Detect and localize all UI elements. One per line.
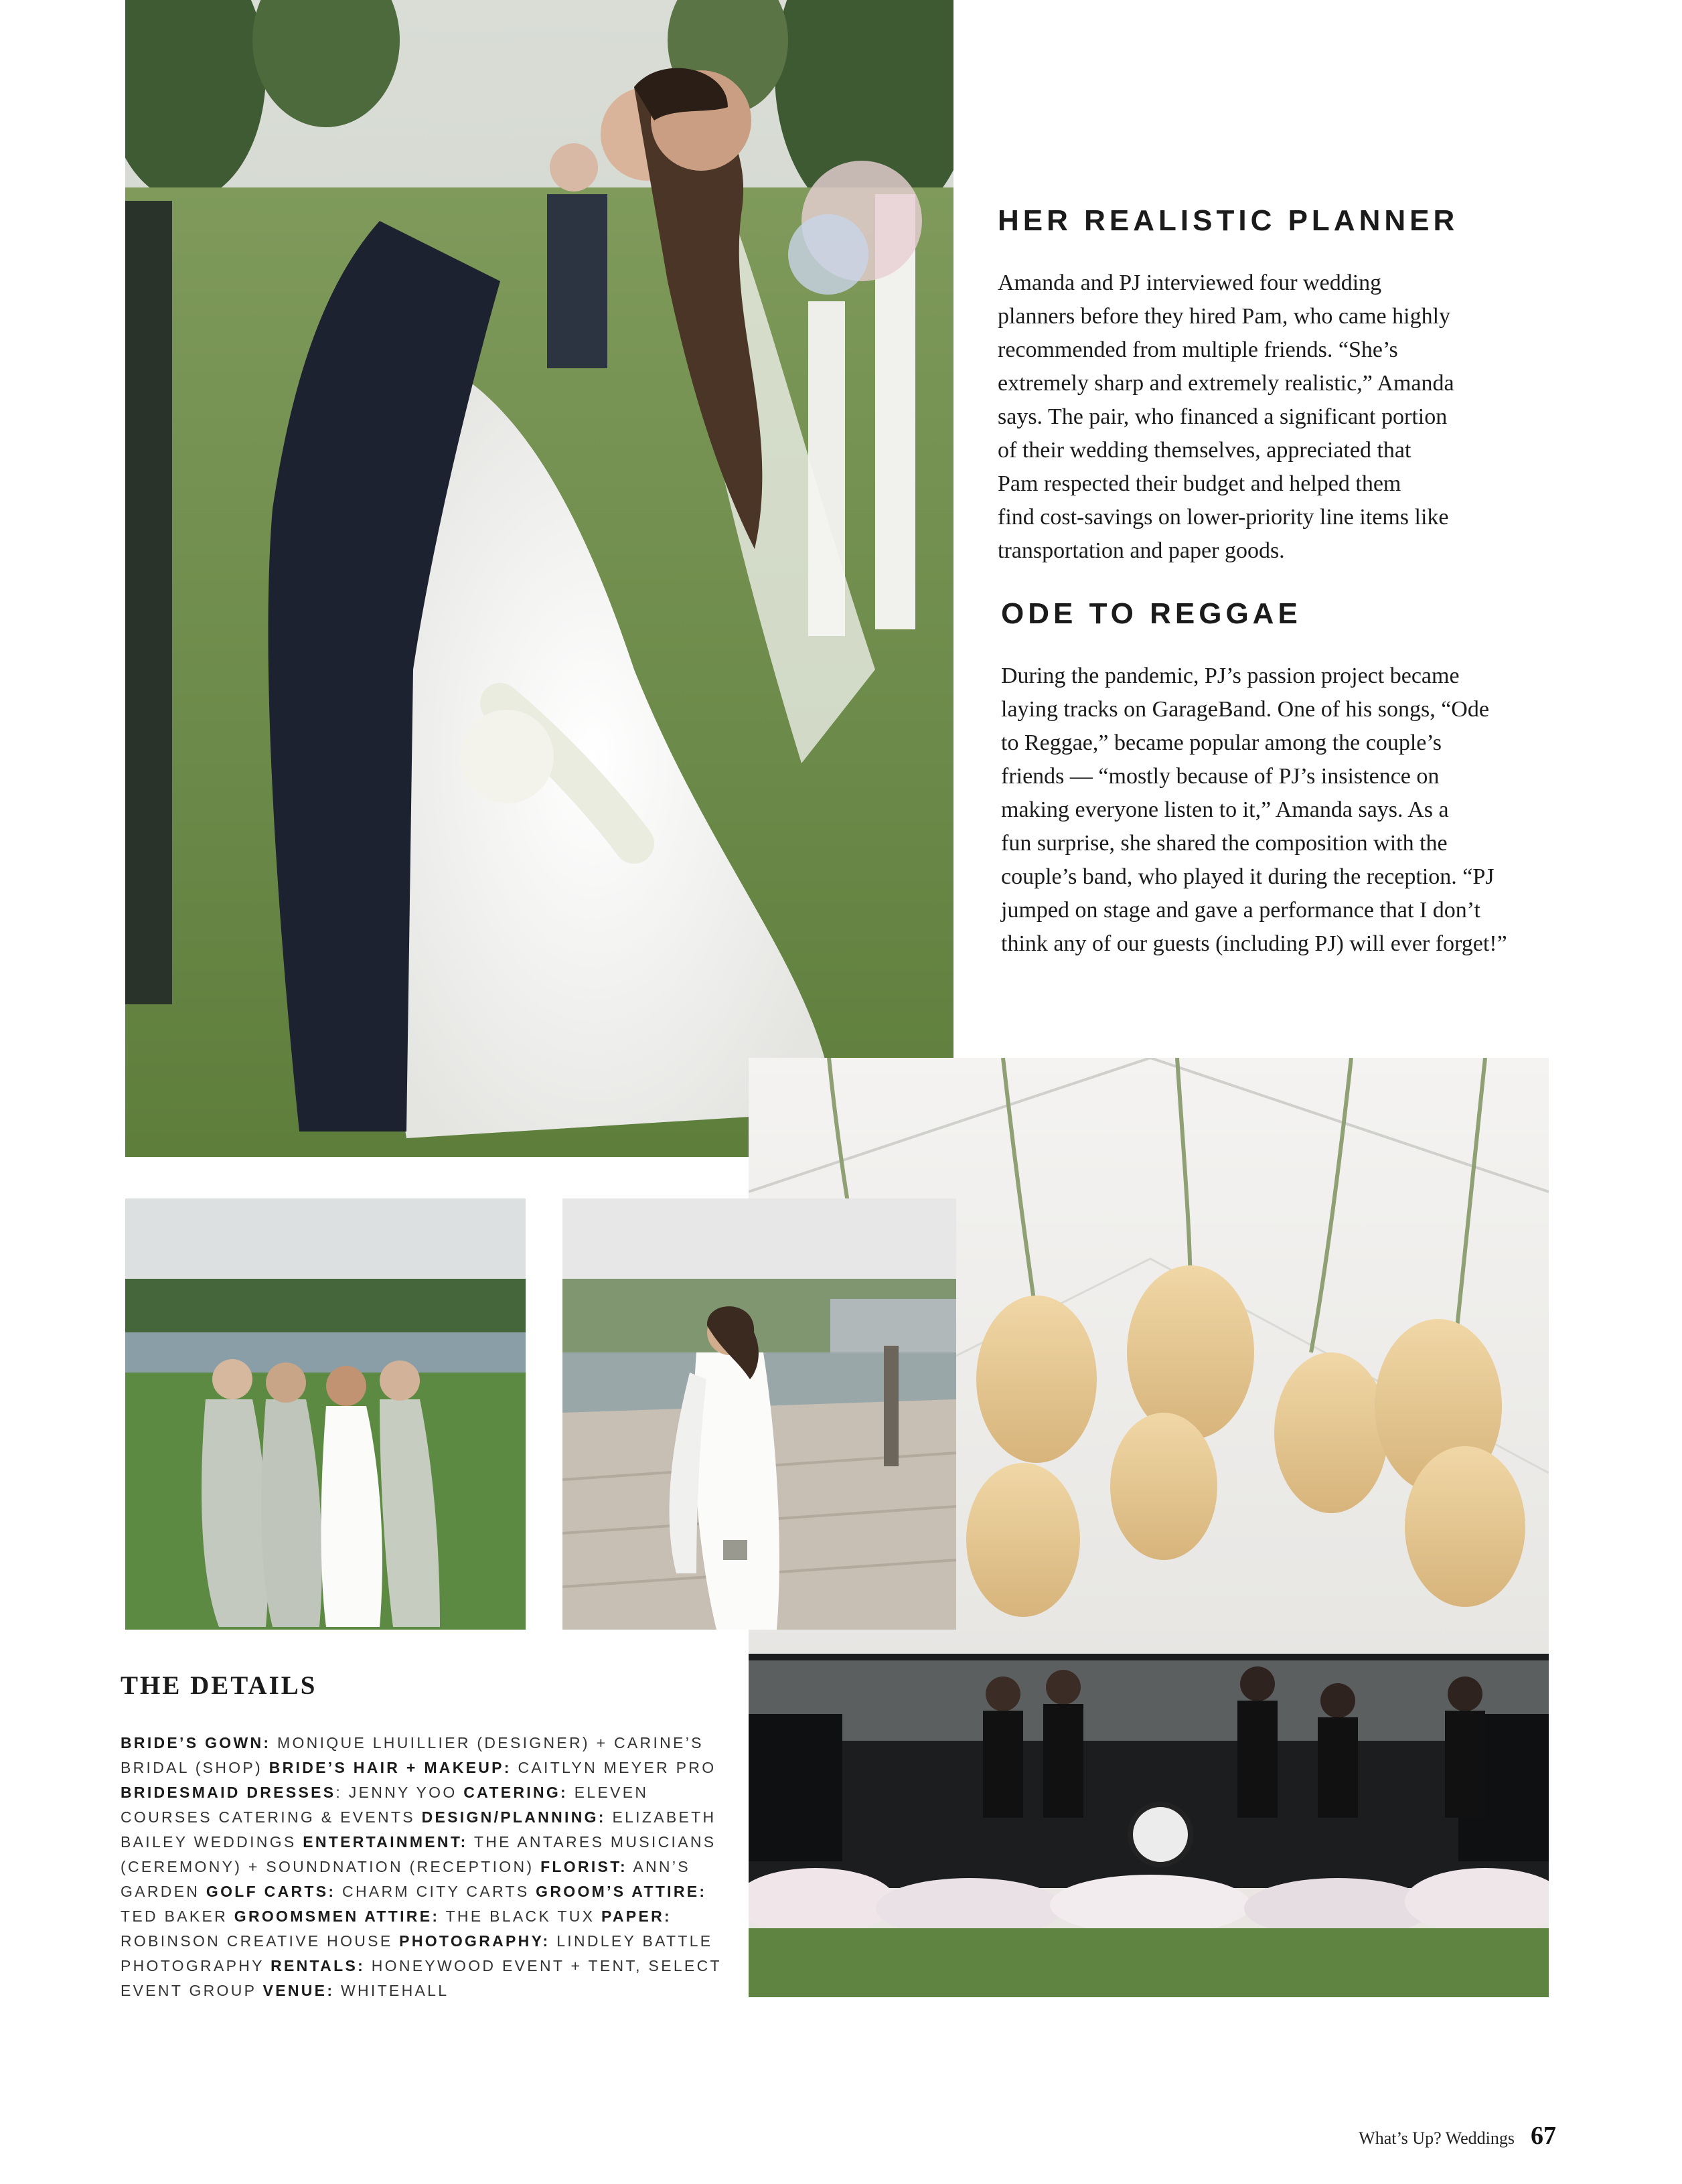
section-her-realistic-planner [998, 206, 1567, 568]
detail-value: ELEVEN COURSES CATERING & EVENTS [121, 1784, 649, 1826]
body-line: making everyone listen to it,” Amanda says. As a [1001, 797, 1449, 822]
section-body [1001, 659, 1570, 961]
detail-value: : JENNY YOO [335, 1784, 464, 1801]
details-title: THE DETAILS [121, 1671, 317, 1700]
details-list [121, 1731, 723, 2003]
body-line: to Reggae,” became popular among the couple’s [1001, 730, 1442, 755]
body-line: Amanda and PJ interviewed four wedding [998, 270, 1382, 295]
detail-label: GROOM’S ATTIRE: [536, 1883, 707, 1900]
photo-bridesmaids-illustration [125, 1198, 526, 1630]
photo-couple-kiss-illustration [125, 0, 953, 1157]
detail-label: BRIDE’S HAIR + MAKEUP: [269, 1759, 512, 1776]
body-line: jumped on stage and gave a performance that I don’t [1001, 898, 1480, 923]
magazine-name: What’s Up? Weddings [1359, 2128, 1515, 2148]
detail-label: BRIDESMAID DRESSES [121, 1784, 336, 1801]
photo-bride-dock [562, 1198, 956, 1630]
detail-label: RENTALS: [271, 1957, 366, 1974]
detail-value: LINDLEY BATTLE PHOTOGRAPHY [121, 1932, 713, 1974]
body-line: During the pandemic, PJ’s passion project became [1001, 664, 1460, 688]
photo-bridesmaids [125, 1198, 526, 1630]
detail-label: VENUE: [262, 1982, 335, 1999]
detail-value: ROBINSON CREATIVE HOUSE [121, 1932, 400, 1950]
photo-bride-dock-illustration [562, 1198, 956, 1630]
section-ode-to-reggae [1001, 599, 1570, 961]
detail-label: GROOMSMEN ATTIRE: [234, 1907, 440, 1925]
section-heading: HER REALISTIC PLANNER [998, 204, 1459, 237]
detail-value: ELIZABETH BAILEY WEDDINGS [121, 1808, 716, 1851]
body-line: transportation and paper goods. [998, 538, 1285, 563]
detail-value: CAITLYN MEYER PRO [511, 1759, 716, 1776]
body-line: think any of our guests (including PJ) will ever forget!” [1001, 931, 1507, 956]
detail-label: PHOTOGRAPHY: [399, 1932, 550, 1950]
section-body [998, 266, 1567, 568]
body-line: planners before they hired Pam, who came highly [998, 304, 1451, 329]
detail-label: BRIDE’S GOWN: [121, 1734, 271, 1751]
body-line: recommended from multiple friends. “She’s [998, 337, 1398, 362]
page-footer [1359, 2121, 1556, 2151]
body-line: of their wedding themselves, appreciated that [998, 438, 1411, 463]
detail-label: CATERING: [463, 1784, 568, 1801]
body-line: fun surprise, she shared the composition with the [1001, 831, 1448, 856]
body-line: couple’s band, who played it during the reception. “PJ [1001, 864, 1495, 889]
wedding-details-credits [121, 1672, 723, 2003]
body-line: Pam respected their budget and helped them [998, 471, 1401, 496]
detail-label: DESIGN/PLANNING: [421, 1808, 606, 1826]
detail-value: TED BAKER [121, 1907, 234, 1925]
detail-label: PAPER: [601, 1907, 672, 1925]
detail-label: GOLF CARTS: [206, 1883, 336, 1900]
section-heading: ODE TO REGGAE [1001, 597, 1302, 630]
photo-couple-kiss [125, 0, 953, 1157]
detail-value: THE BLACK TUX [439, 1907, 601, 1925]
detail-value: CHARM CITY CARTS [335, 1883, 536, 1900]
body-line: laying tracks on GarageBand. One of his songs, “Ode [1001, 697, 1489, 722]
detail-value: WHITEHALL [334, 1982, 449, 1999]
detail-value: THE ANTARES MUSICIANS (CEREMONY) + SOUNDNATION (RECEPTION) [121, 1833, 716, 1875]
detail-value: MONIQUE LHUILLIER (DESIGNER) + CARINE’S BRIDAL (SHOP) [121, 1734, 704, 1776]
detail-label: FLORIST: [540, 1858, 627, 1875]
body-line: extremely sharp and extremely realistic,” Amanda [998, 371, 1454, 396]
detail-value: HONEYWOOD EVENT + TENT, SELECT EVENT GROUP [121, 1957, 722, 1999]
page-number: 67 [1531, 2122, 1556, 2150]
body-line: friends — “mostly because of PJ’s insistence on [1001, 764, 1440, 789]
body-line: says. The pair, who financed a significant portion [998, 404, 1448, 429]
detail-label: ENTERTAINMENT: [303, 1833, 468, 1851]
detail-value: ANN’S GARDEN [121, 1858, 690, 1900]
body-line: find cost-savings on lower-priority line items like [998, 505, 1449, 530]
